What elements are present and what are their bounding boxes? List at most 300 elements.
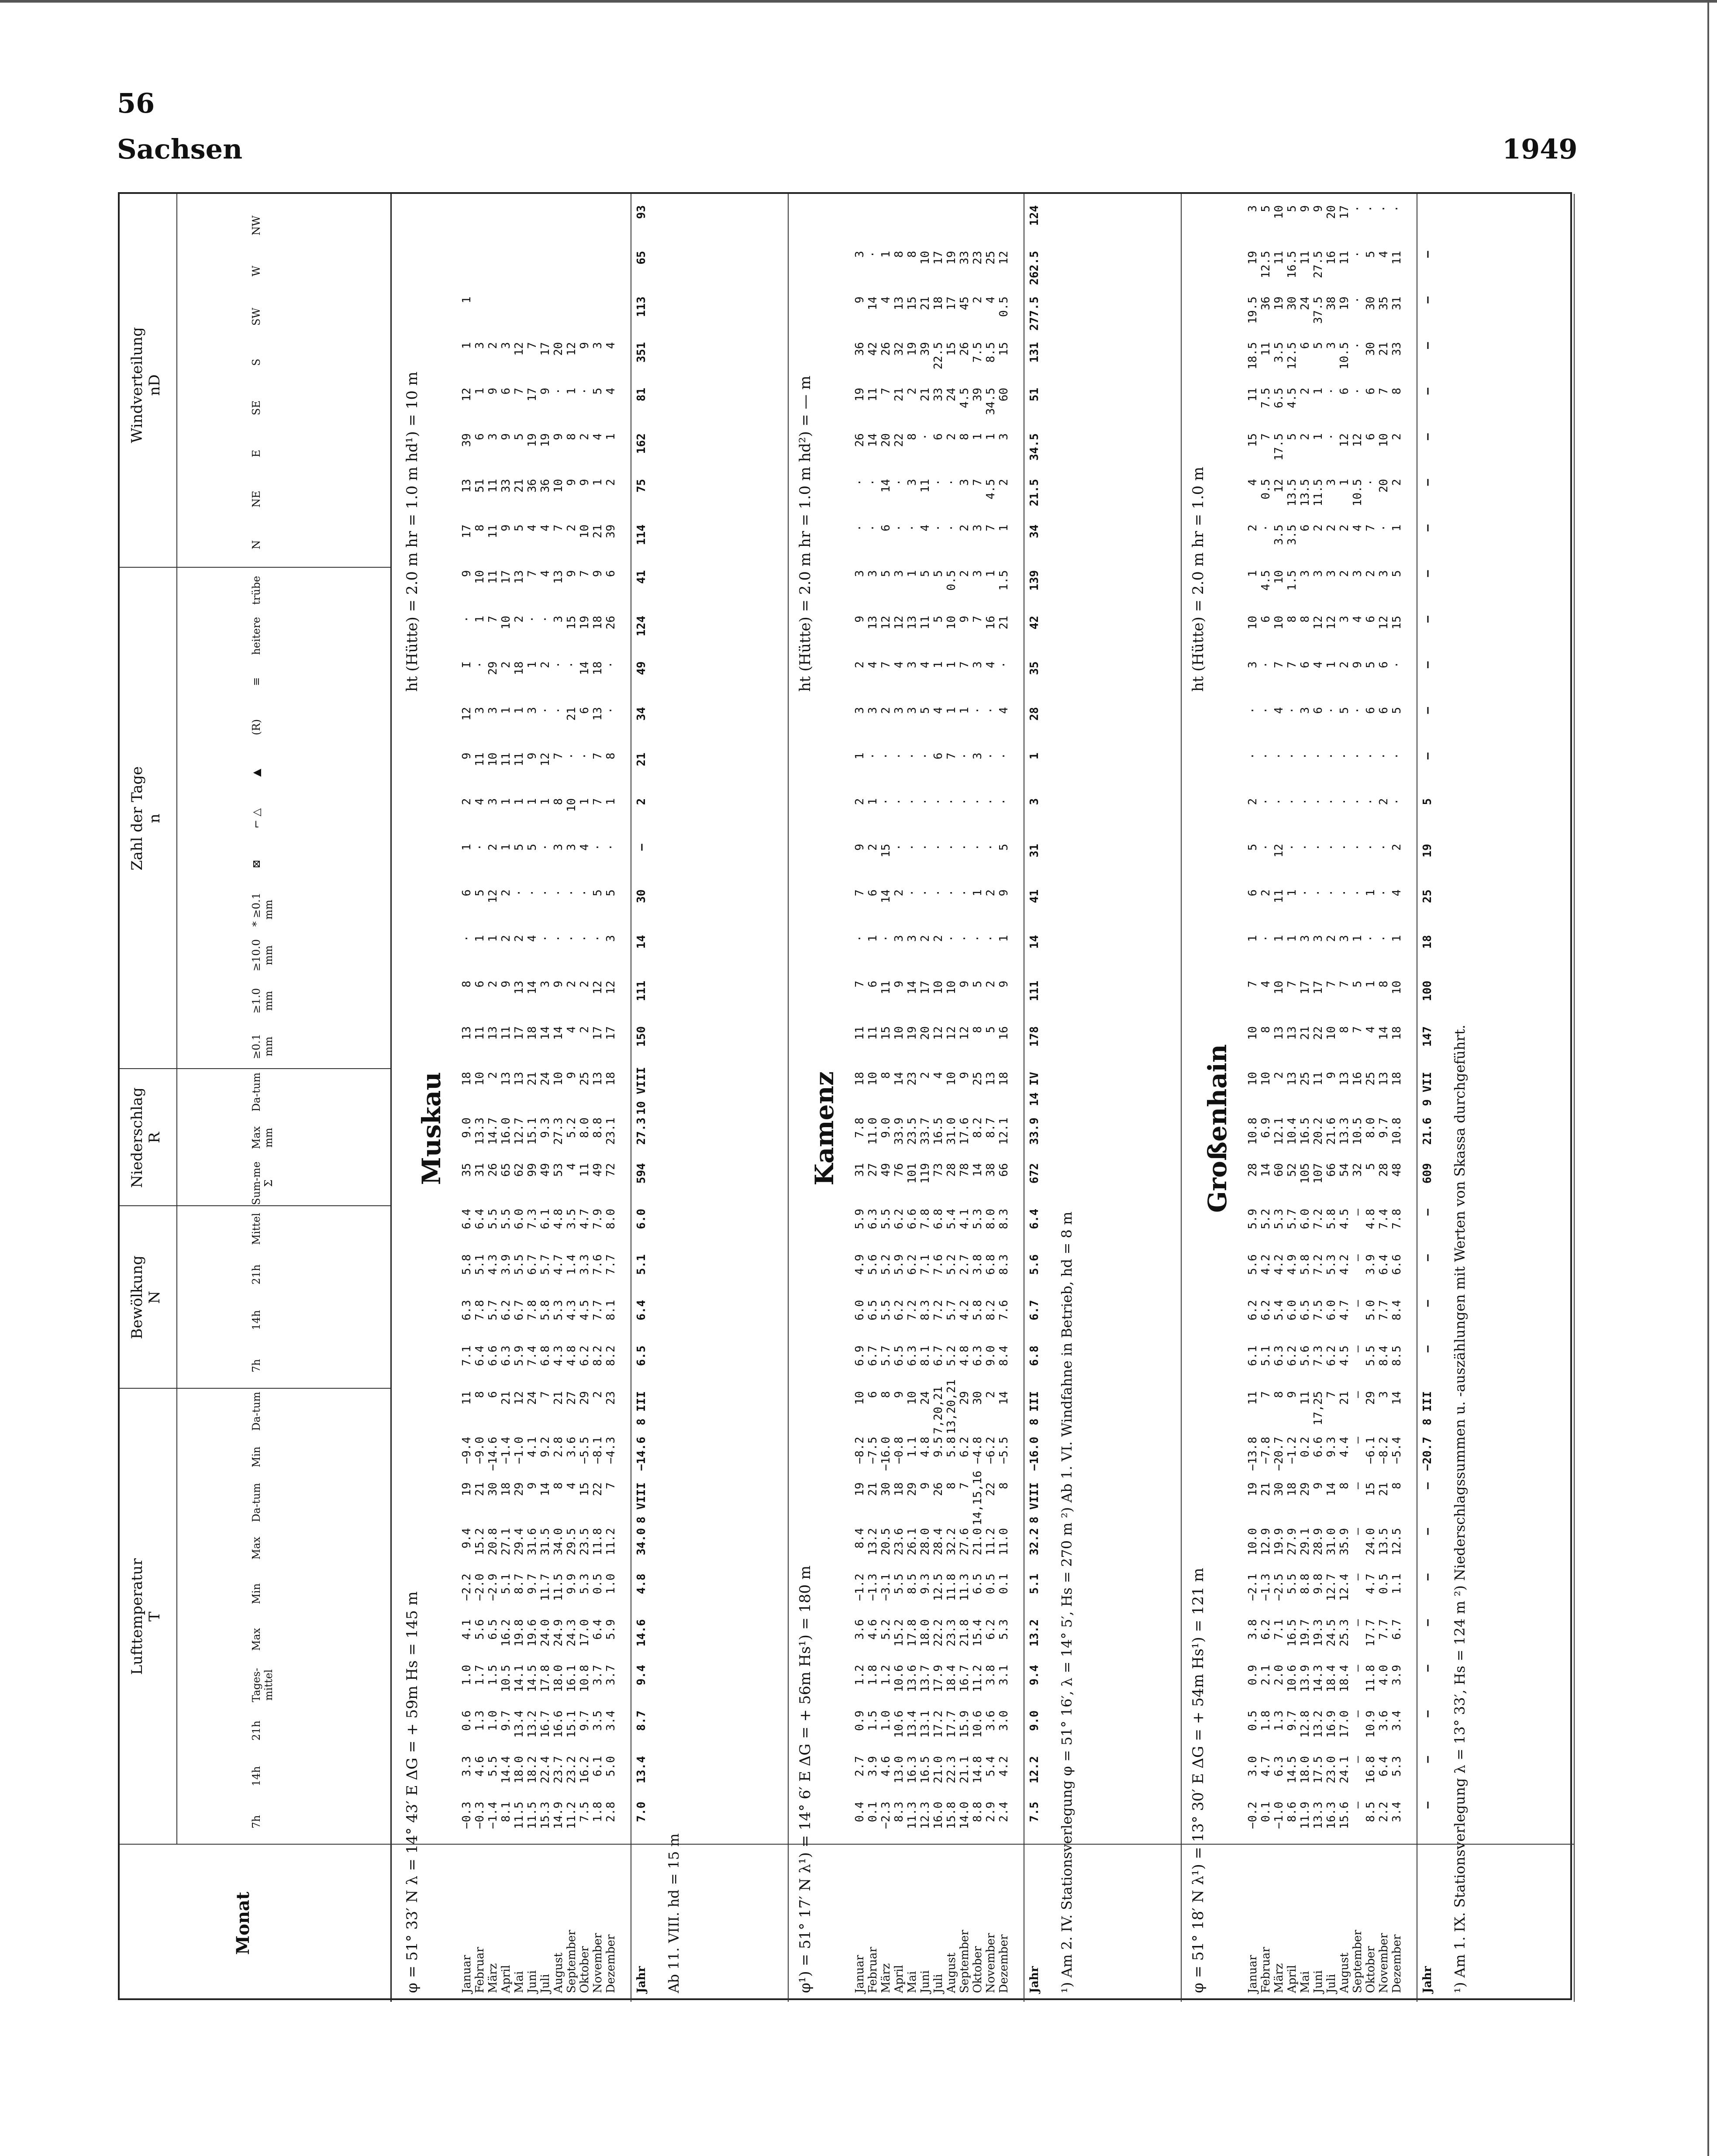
cell: 11.0 bbox=[997, 1528, 1010, 1556]
cell: 17.7 bbox=[945, 1710, 958, 1738]
cell: · bbox=[879, 752, 893, 759]
cell: 93 bbox=[635, 205, 648, 219]
cell: 41 bbox=[1028, 889, 1041, 903]
cell: · bbox=[539, 844, 552, 851]
cell: · bbox=[1299, 844, 1312, 851]
cell: 5 bbox=[1286, 433, 1299, 440]
cell: 20 bbox=[1377, 479, 1390, 493]
table-row bbox=[932, 194, 944, 2002]
cell: · bbox=[604, 844, 617, 851]
cell: 11 bbox=[879, 980, 893, 994]
cell: · bbox=[1377, 524, 1390, 531]
cell: 35 bbox=[1377, 296, 1390, 310]
cell: 11 bbox=[1259, 342, 1272, 356]
cell: 4.6 bbox=[866, 1619, 879, 1640]
cell: 7 bbox=[958, 661, 971, 669]
cell: 9 bbox=[1286, 1391, 1299, 1398]
cell: 5 bbox=[1259, 205, 1272, 212]
cell: 6.0 bbox=[513, 1208, 526, 1229]
cell: −14.6 bbox=[635, 1437, 648, 1471]
cell: 9 bbox=[552, 980, 565, 988]
cell: 7 bbox=[879, 387, 893, 395]
cell: — bbox=[1351, 1482, 1364, 1490]
year-label: Jahr bbox=[635, 1966, 648, 1993]
cell: 5.3 bbox=[552, 1300, 565, 1321]
table-row bbox=[1377, 194, 1389, 2002]
cell: 8.6 bbox=[1286, 1801, 1299, 1822]
cell: — bbox=[1351, 1345, 1364, 1352]
cell: 1 bbox=[513, 798, 526, 805]
cell: 16.3 bbox=[906, 1756, 919, 1783]
cell: 1.0 bbox=[460, 1665, 473, 1686]
cell: 9.8 bbox=[1312, 1573, 1325, 1594]
cell: −20.7 bbox=[1421, 1437, 1434, 1471]
cell: 3.5 bbox=[1286, 524, 1299, 545]
cell: 16 bbox=[997, 1026, 1010, 1040]
cell: 3 bbox=[893, 935, 906, 942]
cell: 1 bbox=[1286, 889, 1299, 897]
cell: 39 bbox=[460, 433, 473, 447]
cell: — bbox=[1421, 752, 1434, 759]
block-rule bbox=[788, 194, 789, 2002]
cell: 3 bbox=[1338, 616, 1351, 623]
cell: 10 VIII bbox=[635, 1067, 648, 1115]
header-group: Niederschlag R bbox=[128, 1087, 163, 1188]
cell: 45 bbox=[958, 296, 971, 310]
cell: 4 bbox=[539, 524, 552, 531]
cell: 101 bbox=[906, 1163, 919, 1184]
cell: 9 bbox=[1299, 205, 1312, 212]
cell: 25 bbox=[1364, 1072, 1377, 1086]
header-col: 7h bbox=[250, 1815, 262, 1829]
cell: · bbox=[1351, 844, 1364, 851]
cell: 4.5 bbox=[578, 1300, 591, 1321]
cell: 32 bbox=[893, 342, 906, 356]
header-col: Tages-mittel bbox=[250, 1668, 275, 1702]
cell: 10.6 bbox=[971, 1710, 984, 1738]
month-label: April bbox=[1286, 1965, 1299, 1993]
cell: 54 bbox=[1338, 1163, 1351, 1177]
cell: −7.5 bbox=[866, 1437, 879, 1464]
cell: 5 bbox=[1312, 342, 1325, 349]
cell: 7.8 bbox=[919, 1208, 932, 1229]
cell: · bbox=[1286, 752, 1299, 759]
table-row bbox=[473, 194, 485, 2002]
cell: 7.5 bbox=[971, 342, 984, 363]
cell: 17 bbox=[1338, 205, 1351, 219]
cell: 3.7 bbox=[604, 1665, 617, 1686]
cell: · bbox=[1351, 251, 1364, 258]
cell: 39 bbox=[604, 524, 617, 538]
cell: 33 bbox=[958, 251, 971, 265]
cell: −16.0 bbox=[879, 1437, 893, 1471]
cell: 4.8 bbox=[552, 1208, 565, 1229]
cell: −14.6 bbox=[486, 1437, 500, 1471]
cell: 0.5 bbox=[997, 296, 1010, 317]
cell: 2 bbox=[1299, 387, 1312, 395]
cell: 21 bbox=[866, 1482, 879, 1496]
cell: 13.5 bbox=[1377, 1528, 1390, 1556]
cell: 12.5 bbox=[932, 1573, 945, 1601]
cell: −6.2 bbox=[984, 1437, 997, 1464]
cell: · bbox=[565, 889, 578, 897]
cell: · bbox=[604, 661, 617, 669]
cell: 2 bbox=[1246, 798, 1259, 805]
cell: · bbox=[591, 935, 604, 942]
cell: 9 bbox=[853, 296, 866, 304]
cell: 6.2 bbox=[893, 1300, 906, 1321]
cell: 27.9 bbox=[1286, 1528, 1299, 1556]
cell: 9 bbox=[500, 980, 513, 988]
cell: · bbox=[958, 798, 971, 805]
table-row bbox=[565, 194, 577, 2002]
cell: 5 bbox=[879, 570, 893, 577]
cell: 14 bbox=[1028, 935, 1041, 949]
cell: 3.9 bbox=[1390, 1665, 1403, 1686]
cell: 19 bbox=[578, 616, 591, 630]
table-row bbox=[1272, 194, 1284, 2002]
cell: 105 bbox=[1299, 1163, 1312, 1184]
cell: · bbox=[1272, 752, 1286, 759]
cell: 28.4 bbox=[932, 1528, 945, 1556]
cell: 8.1 bbox=[604, 1300, 617, 1321]
cell: 9.7 bbox=[578, 1710, 591, 1731]
cell: 2 bbox=[1299, 433, 1312, 440]
cell: 23 bbox=[604, 1391, 617, 1405]
header-col: * ≥0.1 mm bbox=[250, 892, 275, 927]
cell: 19 bbox=[460, 1482, 473, 1496]
cell: · bbox=[893, 752, 906, 759]
cell: 5 bbox=[513, 433, 526, 440]
cell: 27.3 bbox=[635, 1117, 648, 1145]
cell: 19 bbox=[945, 251, 958, 265]
cell: 6 bbox=[1299, 342, 1312, 349]
cell: 0.9 bbox=[853, 1710, 866, 1731]
cell: 2 bbox=[486, 980, 500, 988]
table-row bbox=[460, 194, 472, 2002]
cell: 14 bbox=[1377, 1026, 1390, 1040]
cell: 4 bbox=[604, 387, 617, 395]
cell: −0.3 bbox=[460, 1801, 473, 1829]
cell: 18.0 bbox=[919, 1619, 932, 1647]
cell: 1 bbox=[473, 935, 486, 942]
cell: · bbox=[906, 889, 919, 897]
cell: 1.2 bbox=[853, 1665, 866, 1686]
cell: 13 bbox=[1338, 1072, 1351, 1086]
cell: · bbox=[893, 524, 906, 531]
cell: 5.8 bbox=[1299, 1254, 1312, 1275]
cell: 16.6 bbox=[552, 1710, 565, 1738]
cell: 4 bbox=[932, 1072, 945, 1079]
cell: 11 bbox=[1272, 889, 1286, 903]
cell: 18 bbox=[604, 1072, 617, 1086]
cell: 7 bbox=[539, 1391, 552, 1398]
month-label: Januar bbox=[853, 1955, 866, 1993]
header-col: 14h bbox=[250, 1310, 262, 1330]
cell: 4 bbox=[591, 433, 604, 440]
cell: 6.5 bbox=[893, 1345, 906, 1366]
cell: 26 bbox=[604, 616, 617, 630]
cell: 13 bbox=[591, 707, 604, 721]
header-col: W bbox=[250, 266, 262, 277]
cell: 6 bbox=[1377, 661, 1390, 669]
header-col: ≥10.0 mm bbox=[250, 939, 275, 972]
cell: 17 bbox=[1312, 980, 1325, 994]
cell: 6.3 bbox=[460, 1300, 473, 1321]
cell: 27 bbox=[565, 1391, 578, 1405]
cell: 8 bbox=[906, 433, 919, 440]
cell: 4.7 bbox=[1364, 1573, 1377, 1594]
cell: 2 bbox=[1390, 844, 1403, 851]
cell: 73 bbox=[932, 1163, 945, 1177]
cell: 4.7 bbox=[578, 1208, 591, 1229]
cell: · bbox=[1259, 707, 1272, 714]
cell: 2 bbox=[460, 798, 473, 805]
cell: 15 bbox=[565, 616, 578, 630]
cell: 6.9 bbox=[1259, 1117, 1272, 1138]
cell: 13.4 bbox=[513, 1710, 526, 1738]
cell: 11.5 bbox=[1312, 479, 1325, 507]
cell: 9.0 bbox=[984, 1345, 997, 1366]
cell: 21 bbox=[997, 616, 1010, 630]
month-label: März bbox=[1272, 1963, 1286, 1993]
header-col: ≥1.0 mm bbox=[250, 988, 275, 1014]
page-number: 56 bbox=[117, 87, 155, 119]
cell: 49 bbox=[539, 1163, 552, 1177]
cell: · bbox=[906, 844, 919, 851]
cell: 21 bbox=[552, 1391, 565, 1405]
cell: · bbox=[1364, 479, 1377, 486]
cell: 11 bbox=[486, 570, 500, 584]
cell: · bbox=[1364, 752, 1377, 759]
cell: 3.3 bbox=[460, 1756, 473, 1777]
station-hut: ht (Hütte) = 2.0 m hr = 1.0 m hd¹) = 10 m bbox=[403, 371, 421, 692]
header-col: ≡ bbox=[250, 677, 262, 686]
cell: 9.2 bbox=[539, 1437, 552, 1457]
cell: 7 bbox=[1286, 661, 1299, 669]
cell: 10.8 bbox=[1390, 1117, 1403, 1145]
cell: 11.2 bbox=[984, 1528, 997, 1556]
cell: 17 bbox=[945, 296, 958, 310]
scan-edge-right bbox=[1707, 0, 1709, 2156]
cell: 8.8 bbox=[971, 1801, 984, 1822]
month-label: Mai bbox=[906, 1971, 919, 1993]
table-row bbox=[984, 194, 996, 2002]
cell: 1.3 bbox=[1272, 1710, 1286, 1731]
cell: 23.0 bbox=[1325, 1756, 1338, 1783]
cell: 8.1 bbox=[500, 1801, 513, 1822]
cell: 6.5 bbox=[486, 1619, 500, 1640]
cell: 3 bbox=[1325, 342, 1338, 349]
cell: 2 bbox=[945, 433, 958, 440]
cell: 25 bbox=[984, 251, 997, 265]
cell: 17.8 bbox=[539, 1665, 552, 1692]
cell: 4 bbox=[919, 524, 932, 531]
cell: 6.0 bbox=[1286, 1300, 1299, 1321]
cell: 12 bbox=[1351, 433, 1364, 447]
cell: · bbox=[958, 889, 971, 897]
cell: 9.4 bbox=[1028, 1665, 1041, 1686]
cell: 11 bbox=[486, 479, 500, 493]
cell: 1 bbox=[526, 661, 539, 669]
cell: 14 bbox=[539, 1026, 552, 1040]
cell: 8.2 bbox=[604, 1345, 617, 1366]
cell: 35.9 bbox=[1338, 1528, 1351, 1556]
cell: — bbox=[1351, 1300, 1364, 1307]
cell: 7.8 bbox=[853, 1117, 866, 1138]
cell: 351 bbox=[635, 342, 648, 363]
cell: 14 bbox=[635, 935, 648, 949]
cell: 0.5 bbox=[984, 1573, 997, 1594]
cell: 1.5 bbox=[997, 570, 1010, 591]
cell: 17 bbox=[932, 251, 945, 265]
cell: 9.7 bbox=[1377, 1117, 1390, 1138]
cell: 13.3 bbox=[473, 1117, 486, 1145]
cell: 18.4 bbox=[1325, 1665, 1338, 1692]
cell: 14 bbox=[1259, 1163, 1272, 1177]
cell: 13.7 bbox=[919, 1665, 932, 1692]
cell: 162 bbox=[635, 433, 648, 454]
cell: 17.9 bbox=[932, 1665, 945, 1692]
cell: 15 bbox=[1246, 433, 1259, 447]
cell: 7 bbox=[879, 661, 893, 669]
cell: 8 VIII bbox=[1028, 1482, 1041, 1524]
station-name: Großenhain bbox=[1203, 1044, 1232, 1213]
cell: 5.9 bbox=[1246, 1208, 1259, 1229]
cell: 2 bbox=[565, 980, 578, 988]
cell: 36 bbox=[1259, 296, 1272, 310]
cell: 6.2 bbox=[500, 1300, 513, 1321]
cell: 2 bbox=[486, 1072, 500, 1079]
cell: 5.5 bbox=[486, 1208, 500, 1229]
cell: 12.9 bbox=[1259, 1528, 1272, 1556]
cell: 15 bbox=[1364, 1482, 1377, 1496]
cell: 8 bbox=[958, 433, 971, 440]
cell: 1 bbox=[945, 707, 958, 714]
cell: 31.0 bbox=[945, 1117, 958, 1145]
cell: · bbox=[958, 844, 971, 851]
cell: 5 bbox=[919, 570, 932, 577]
cell: · bbox=[1312, 889, 1325, 897]
cell: 13 bbox=[552, 570, 565, 584]
cell: 3 bbox=[893, 570, 906, 577]
cell: 6.7 bbox=[526, 1254, 539, 1275]
cell: · bbox=[853, 479, 866, 486]
cell: 17 bbox=[1299, 980, 1312, 994]
cell: · bbox=[1312, 798, 1325, 805]
cell: 18 bbox=[1390, 1072, 1403, 1086]
cell: 5 bbox=[1364, 661, 1377, 669]
cell: 9 bbox=[997, 980, 1010, 988]
cell: 9 bbox=[500, 524, 513, 531]
cell: 19.3 bbox=[1312, 1619, 1325, 1647]
cell: 10 bbox=[1259, 1072, 1272, 1086]
cell: 16.7 bbox=[958, 1665, 971, 1692]
cell: 11.5 bbox=[513, 1801, 526, 1829]
cell: 6.6 bbox=[1390, 1254, 1403, 1275]
cell: 19 bbox=[1246, 251, 1259, 265]
cell: 6.7 bbox=[1390, 1619, 1403, 1640]
cell: 6.3 bbox=[866, 1208, 879, 1229]
cell: 2 bbox=[591, 1391, 604, 1398]
cell: 9 bbox=[591, 570, 604, 577]
cell: 9 bbox=[552, 433, 565, 440]
cell: 8.8 bbox=[591, 1117, 604, 1138]
cell: 594 bbox=[635, 1163, 648, 1184]
cell: 17 bbox=[591, 1026, 604, 1040]
cell: 6.6 bbox=[1312, 1437, 1325, 1457]
region-title: Sachsen bbox=[117, 133, 243, 165]
table-row bbox=[1246, 194, 1258, 2002]
cell: 5.5 bbox=[1286, 1573, 1299, 1594]
cell: · bbox=[1351, 296, 1364, 304]
cell: 12 bbox=[1338, 433, 1351, 447]
cell: 1 bbox=[460, 342, 473, 349]
cell: — bbox=[1421, 1756, 1434, 1763]
month-label: September bbox=[1351, 1930, 1364, 1993]
cell: 22.4 bbox=[539, 1756, 552, 1783]
cell: 9 bbox=[853, 616, 866, 623]
cell: 3 bbox=[906, 661, 919, 669]
cell: 8.3 bbox=[893, 1801, 906, 1822]
cell: 10 bbox=[1246, 616, 1259, 630]
cell: 2 bbox=[486, 844, 500, 851]
cell: 39 bbox=[919, 342, 932, 356]
cell: 18 bbox=[893, 1482, 906, 1496]
cell: 22 bbox=[1312, 1026, 1325, 1040]
cell: 7.0 bbox=[635, 1801, 648, 1822]
cell: 9 bbox=[997, 889, 1010, 897]
cell: 31 bbox=[473, 1163, 486, 1177]
cell: 8 bbox=[1272, 1391, 1286, 1398]
cell: · bbox=[539, 935, 552, 942]
cell: 6.4 bbox=[591, 1619, 604, 1640]
cell: 4 bbox=[526, 524, 539, 531]
cell: 6.8 bbox=[932, 1208, 945, 1229]
cell: 111 bbox=[635, 980, 648, 1001]
cell: — bbox=[1421, 1801, 1434, 1809]
cell: 5.1 bbox=[635, 1254, 648, 1275]
table-row bbox=[906, 194, 917, 2002]
cell: 9 bbox=[578, 479, 591, 486]
cell: 19 bbox=[906, 342, 919, 356]
cell: 10 bbox=[906, 1391, 919, 1405]
cell: 27.6 bbox=[958, 1528, 971, 1556]
cell: 6.2 bbox=[1286, 1345, 1299, 1366]
cell: 2 bbox=[958, 524, 971, 531]
cell: — bbox=[1351, 1710, 1364, 1718]
cell: 20 bbox=[552, 342, 565, 356]
cell: 2 bbox=[984, 1391, 997, 1398]
cell: · bbox=[552, 387, 565, 395]
cell: 7.2 bbox=[932, 1300, 945, 1321]
cell: 8.5 bbox=[1364, 1801, 1377, 1822]
cell: 9.7 bbox=[500, 1710, 513, 1731]
cell: 1.8 bbox=[866, 1665, 879, 1686]
cell: 1 bbox=[1312, 387, 1325, 395]
cell: 16 bbox=[1325, 251, 1338, 265]
cell: 13 bbox=[1286, 1072, 1299, 1086]
cell: 29 bbox=[513, 1482, 526, 1496]
cell: 1 bbox=[604, 798, 617, 805]
cell: 13 bbox=[513, 980, 526, 994]
cell: 5.8 bbox=[539, 1300, 552, 1321]
cell: · bbox=[945, 479, 958, 486]
cell: · bbox=[958, 752, 971, 759]
cell: 11.8 bbox=[1364, 1665, 1377, 1692]
cell: 7 bbox=[971, 479, 984, 486]
cell: 3 bbox=[866, 707, 879, 714]
